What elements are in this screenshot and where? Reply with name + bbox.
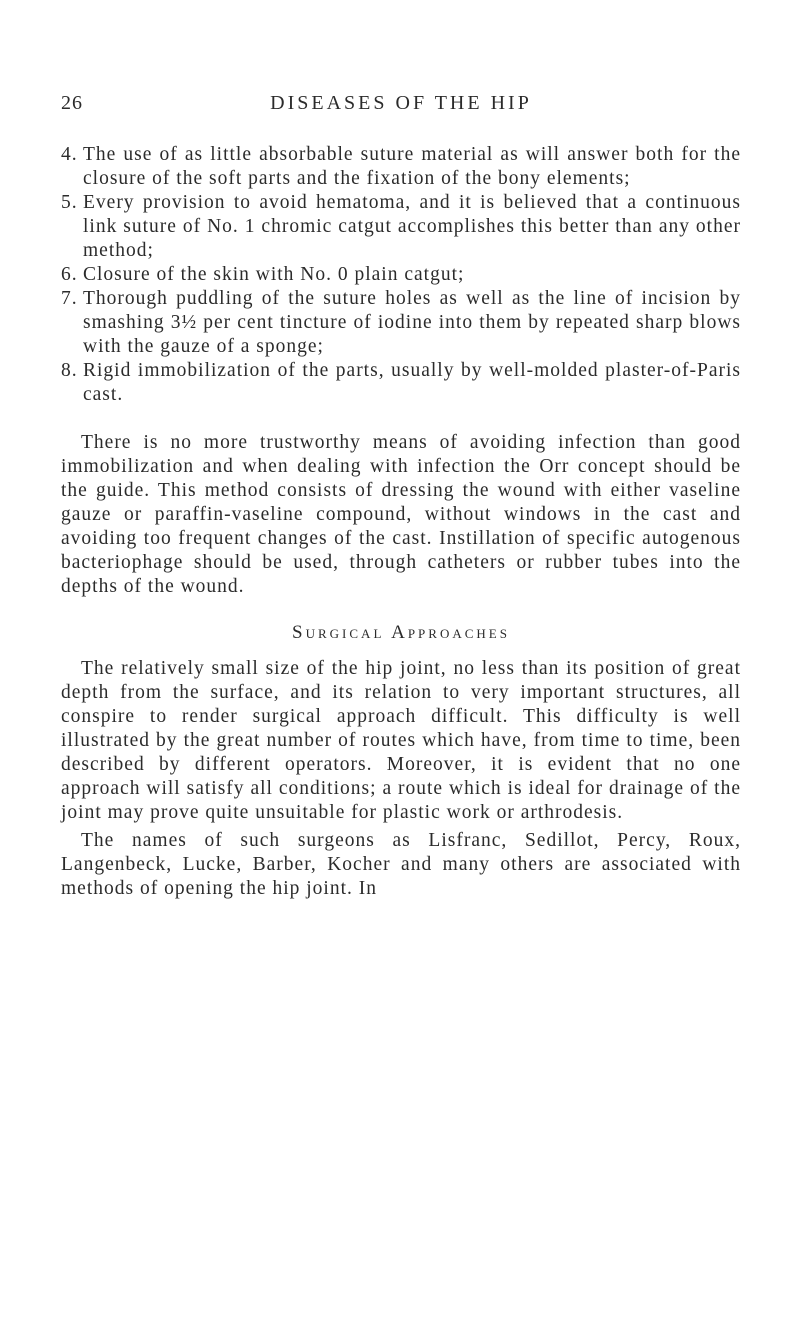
list-number: 5.	[61, 192, 78, 213]
list-item	[61, 263, 741, 287]
section-heading: Surgical Approaches	[292, 622, 510, 643]
list-item	[61, 143, 741, 191]
list-item	[61, 191, 741, 263]
body-paragraph: The names of such surgeons as Lisfranc, Sedillot, Percy, Roux, Langenbeck, Lucke, Barber, Kocher and many others are associated with methods of opening the hip joint. In	[61, 830, 741, 899]
list-number: 6.	[61, 264, 78, 285]
list-number: 8.	[61, 360, 78, 381]
list-text: The use of as little absorbable suture material as will answer both for the closure of the soft parts and the fixation of the bony elements;	[83, 144, 741, 189]
list-number: 7.	[61, 288, 78, 309]
list-text: Every provision to avoid hematoma, and it is believed that a continuous link suture of No. 1 chromic catgut accomplishes this better than any other method;	[83, 192, 741, 261]
list-text: Closure of the skin with No. 0 plain catgut;	[83, 264, 465, 285]
page-body	[61, 143, 741, 901]
page-number: 26	[61, 92, 83, 114]
running-title: DISEASES OF THE HIP	[270, 92, 532, 114]
list-item	[61, 359, 741, 407]
list-item	[61, 287, 741, 359]
list-text: Thorough puddling of the suture holes as well as the line of incision by smashing 3½ per cent tincture of iodine into them by repeated sharp blows with the gauze of a sponge;	[83, 288, 741, 357]
body-paragraph: The relatively small size of the hip joint, no less than its position of great depth from the surface, and its relation to very important structures, all conspire to render surgical approach difficult. This difficulty is well illustrated by the great number of routes which have, from time to time, been described by different operators. Moreover, it is evident that no one approach will satisfy all conditions; a route which is ideal for drainage of the joint may prove quite unsuitable for plastic work or arthrodesis.	[61, 658, 741, 823]
page-header	[61, 92, 741, 126]
list-number: 4.	[61, 144, 78, 165]
body-paragraph: There is no more trustworthy means of avoiding infection than good immobilization and when dealing with infection the Orr concept should be the guide. This method consists of dressing the wound with either vaseline gauze or paraffin-vaseline compound, without windows in the cast and avoiding too frequent changes of the cast. Instillation of specific autogenous bacteriophage should be used, through catheters or rubber tubes into the depths of the wound.	[61, 432, 741, 597]
list-text: Rigid immobilization of the parts, usually by well-molded plaster-of-Paris cast.	[83, 360, 741, 405]
